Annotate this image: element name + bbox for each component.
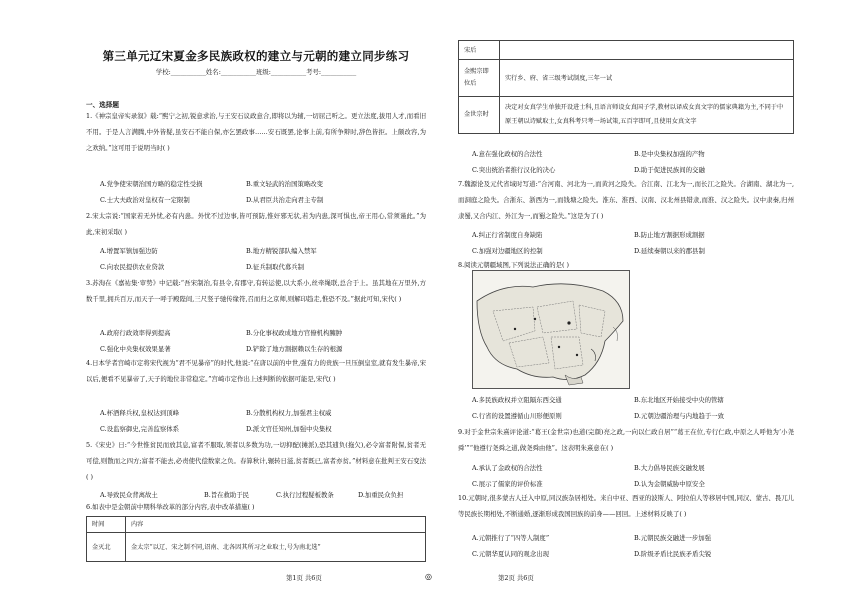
q6-option-a[interactable]: A.意在强化政权的合法性 (472, 150, 543, 158)
binding-mark: ◎ (425, 572, 432, 581)
table-cell-time: 金熙宗即位后 (459, 60, 500, 97)
q1-option-d[interactable]: D.从君臣共治走向君主专制 (246, 196, 324, 204)
q6-option-b[interactable]: B.是中央集权加强的产物 (634, 150, 705, 158)
map-graphic (473, 271, 629, 388)
q5-option-c[interactable]: C.执行过程疑板教条 (276, 491, 334, 499)
q8-option-a[interactable]: A.多民族政权并立阻隔东西交通 (472, 396, 562, 404)
table-header-row (87, 517, 426, 533)
q4-option-d[interactable]: D.派文官任知州,加强中央集权 (246, 425, 332, 433)
question-10: 10.元朝时,很多蒙古人迁入中原,同汉族杂居相处。来自中亚、西亚的波斯人、阿拉伯人等移居中国,同汉、蒙古、畏兀儿等民族长期相处,不断通婚,逐渐形成我国回族的前身——回回。上述材料反映了( ) (458, 494, 794, 518)
question-6: 6.如表中是金朝前中期科举改革的部分内容,表中改革措施( ) (86, 503, 255, 511)
q3-option-c[interactable]: C.强化中央集权效果显著 (100, 345, 171, 353)
q1-option-b[interactable]: B.重文轻武的治国策略改变 (246, 180, 324, 188)
table-cell-content (500, 41, 794, 60)
yuan-territory-map (472, 270, 630, 389)
question-9: 9.对于金世宗朱熹评论道:“葛王(金世宗)也道(完颜)亮之政,一向以仁政自居”“葛王在位,专行仁政,中原之人呼他为‘小尧舜’”“他遵行尧舜之道,做尧舜由他”。这表明朱熹意在( ) (458, 428, 794, 452)
question-2: 2.宋太宗说:“国家若无外忧,必有内患。外忧不过边事,皆可预防,惟奸邪无状,若为内患,深可惧也,帝王用心,常须谨此。”为此,宋初采取( ) (86, 212, 426, 236)
q4-option-c[interactable]: C.设监察御史,完善监察体系 (100, 425, 180, 433)
table-cell-time: 金灭北 (87, 533, 126, 562)
q7-option-c[interactable]: C.加强对边疆地区的控制 (472, 247, 543, 255)
q1-option-a[interactable]: A.党争使宋朝治国方略的稳定性受损 (100, 180, 203, 188)
q8-option-c[interactable]: C.行省的设置遵循山川形便原则 (472, 412, 562, 420)
table-cell-time: 宋后 (459, 41, 500, 60)
q7-option-a[interactable]: A.纠正行省制度自身缺陷 (472, 231, 543, 239)
question-8: 8.阅读元朝疆域图,下列说法正确的是( ) (458, 261, 570, 269)
page-number-left: 第1页 共6页 (286, 574, 322, 582)
student-info-line: 学校:___________姓名:___________班级:___________考号:___________ (155, 68, 357, 76)
section-heading: 一、选择题 (86, 101, 119, 109)
q8-option-d[interactable]: D.元朝边疆治理与内地趋于一致 (634, 412, 725, 420)
question-5: 5.《宋史》日:“今世惟贫民而放其息,富者不服取,领者以多数为功,一切抑配(摊派),恐其逋负(拖欠),必令富者附保,贫者无可偿,则散而之四方;富者不能去,必责使代偿数家之负。春算秋计,辗转日滋,贫者既已,富者亦贫。”材料意在批判王安石变法( ) (86, 441, 426, 481)
table-row (87, 533, 426, 562)
q4-option-a[interactable]: A.杯酒释兵权,皇权达到顶峰 (100, 409, 179, 417)
q5-option-b[interactable]: B.旨在救助于民 (204, 491, 250, 499)
q6-table-part2 (458, 40, 794, 134)
table-cell-content: 实行乡、府、省三级考试制度,三年一试 (500, 60, 794, 97)
page-number-right: 第2页 共6页 (498, 574, 534, 582)
page-title: 第三单元辽宋夏金多民族政权的建立与元朝的建立同步练习 (102, 49, 410, 63)
question-3: 3.苏洵在《嘉祐集·审势》中记载:“吾宋制治,有县令,有郡守,有转运使,以大系小,丝牵绳联,总合于上。虽其地在万里外,方数千里,拥兵百万,而天子一呼于殿陛间,三尺竖子驰传缘符,召而归之京师,则解印趋走,惟恐不及。”据此可知,宋代( ) (86, 279, 426, 303)
q8-option-b[interactable]: B.东北地区开始接受中央的管辖 (634, 396, 724, 404)
q6-table-part1 (86, 516, 426, 562)
table-row (459, 60, 794, 97)
q4-option-b[interactable]: B.分散机构权力,加强君主权威 (246, 409, 332, 417)
q9-option-d[interactable]: D.认为金朝威胁中原安全 (634, 480, 705, 488)
q7-option-d[interactable]: D.延续秦朝以来的郡县制 (634, 247, 705, 255)
question-4: 4.日本学者宫崎市定将宋代视为“君不见暴帝”的时代,他说:“在唐以前的中世,强有力的贵族一旦压倒皇室,就有发生暴帝,宋以后,便看不见暴帝了,天子的地位非常稳定。”宫崎市定作出上述判断的依据可能是,宋代( ) (86, 359, 426, 383)
q2-option-d[interactable]: D.征兵制取代募兵制 (246, 263, 305, 271)
q1-option-c[interactable]: C.士大夫政治对皇权有一定限制 (100, 196, 190, 204)
q2-option-b[interactable]: B.地方精锐部队编入禁军 (246, 247, 317, 255)
q6-option-d[interactable]: D.助于促进民族间的交融 (634, 166, 705, 174)
q6-option-c[interactable]: C.突出统治者推行汉化的决心 (472, 166, 556, 174)
table-cell-content: 金太宗“以辽、宋之制不同,诏南、北各因其所习之业取士,号为南北选” (126, 533, 426, 562)
table-cell-content: 决定对女真学生单独开设进士科,且语言师设女真国子学,教材以译成女真文字的儒家典籍为主,不同于中原王朝以诗赋取士,女真科考只考一场试策,五百字即可,且使用女真文字 (500, 97, 794, 134)
q9-option-b[interactable]: B.大力倡导民族交融发展 (634, 464, 705, 472)
q9-option-c[interactable]: C.展示了儒家的评价标准 (472, 480, 543, 488)
q10-option-d[interactable]: D.阶级矛盾比民族矛盾尖锐 (634, 550, 712, 558)
q2-option-a[interactable]: A.增置军镇加强边防 (100, 247, 158, 255)
left-column (86, 0, 426, 608)
question-1: 1.《神宗皇帝实录叙》载:“熙宁之初,锐意求治,与王安石议政意合,即将以为辅,一切屈己听之。更立法度,拔用人才,而看旧不用。于是人言满腾,中外皆疑,虽安石不能自保,亦乞罢政事……安石既罢,论事上前,有所争辩时,辞色皆拒。上颇改容,为之欢纳。”这可用于说明当时( ) (86, 112, 426, 152)
q2-option-c[interactable]: C.向农民提供农业贷款 (100, 263, 165, 271)
q10-option-b[interactable]: B.元朝民族交融进一步加强 (634, 534, 712, 542)
q3-option-d[interactable]: D.铲除了地方割据赖以生存的根源 (246, 345, 343, 353)
right-column (458, 0, 794, 608)
q10-option-a[interactable]: A.元朝推行了“四等人制度” (472, 534, 550, 542)
table-header-content: 内容 (126, 517, 426, 533)
q9-option-a[interactable]: A.承认了金政权的合法性 (472, 464, 543, 472)
q3-option-a[interactable]: A.政府行政效率得到提高 (100, 329, 171, 337)
q5-option-a[interactable]: A.导致民众背离故土 (100, 491, 158, 499)
q3-option-b[interactable]: B.分化事权政成地方官僚机构臃肿 (246, 329, 343, 337)
q7-option-b[interactable]: B.防止地方割据形成割据 (634, 231, 705, 239)
table-row (459, 41, 794, 60)
q10-option-c[interactable]: C.元朝华夏认同的观念出现 (472, 550, 549, 558)
question-7: 7.魏源论及元代省域时写道:“合河南、河北为一,而黄河之险失。合江南、江北为一,而长江之险失。合湖南、湖北为一,而洞庭之险失。合浙东、浙西为一,而钱塘之险失。淮东、淮西、汉南、汉北州县错隶,而淮、汉之险失。汉中隶秦,归州隶蜀,又合内江、外江为一,而蜀之险失。”这是为了( ) (458, 180, 794, 220)
table-header-time: 时间 (87, 517, 126, 533)
table-row (459, 97, 794, 134)
q5-option-d[interactable]: D.加重民众负担 (358, 491, 404, 499)
table-cell-time: 金世宗时 (459, 97, 500, 134)
